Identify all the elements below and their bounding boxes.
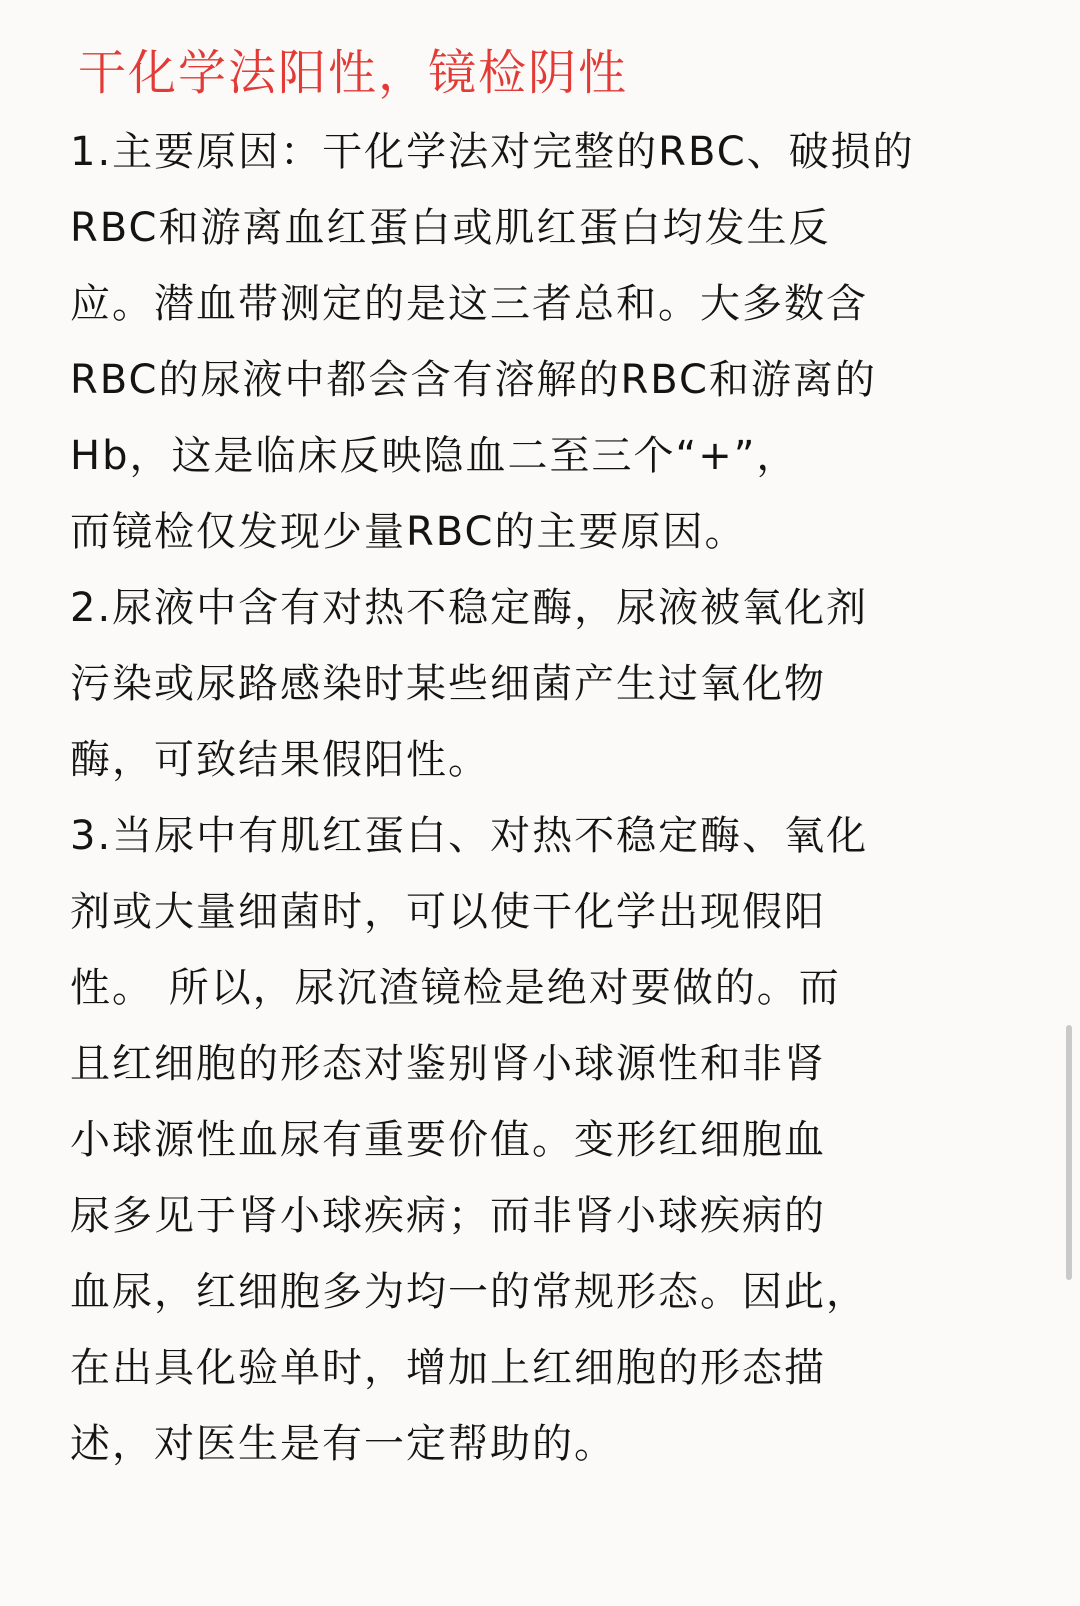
text-line: 2.尿液中含有对热不稳定酶，尿液被氧化剂: [70, 585, 869, 631]
scrollbar[interactable]: [1066, 1025, 1072, 1280]
text-line: 3.当尿中有肌红蛋白、对热不稳定酶、氧化: [70, 813, 869, 859]
text-line: 性。 所以，尿沉渣镜检是绝对要做的。而: [70, 965, 841, 1011]
text-line: 述，对医生是有一定帮助的。: [70, 1421, 616, 1467]
body-text: [70, 114, 1005, 1482]
text-line: 小球源性血尿有重要价值。变形红细胞血: [70, 1117, 826, 1163]
text-line: RBC的尿液中都会含有溶解的RBC和游离的: [70, 357, 877, 403]
text-line: Hb，这是临床反映隐血二至三个“+”，: [70, 433, 799, 479]
text-line: RBC和游离血红蛋白或肌红蛋白均发生反: [70, 205, 831, 251]
text-line: 尿多见于肾小球疾病；而非肾小球疾病的: [70, 1193, 826, 1239]
text-line: 污染或尿路感染时某些细菌产生过氧化物: [70, 661, 826, 707]
text-line: 血尿，红细胞多为均一的常规形态。因此，: [70, 1269, 868, 1315]
text-line: 在出具化验单时，增加上红细胞的形态描: [70, 1345, 826, 1391]
text-line: 应。潜血带测定的是这三者总和。大多数含: [70, 281, 868, 327]
text-line: 1.主要原因：干化学法对完整的RBC、破损的: [70, 129, 915, 175]
text-line: 且红细胞的形态对鉴别肾小球源性和非肾: [70, 1041, 826, 1087]
text-line: 剂或大量细菌时，可以使干化学出现假阳: [70, 889, 826, 935]
page-title: 干化学法阳性，镜检阴性: [78, 45, 629, 101]
text-line: 酶，可致结果假阳性。: [70, 737, 490, 783]
text-line: 而镜检仅发现少量RBC的主要原因。: [70, 509, 747, 555]
